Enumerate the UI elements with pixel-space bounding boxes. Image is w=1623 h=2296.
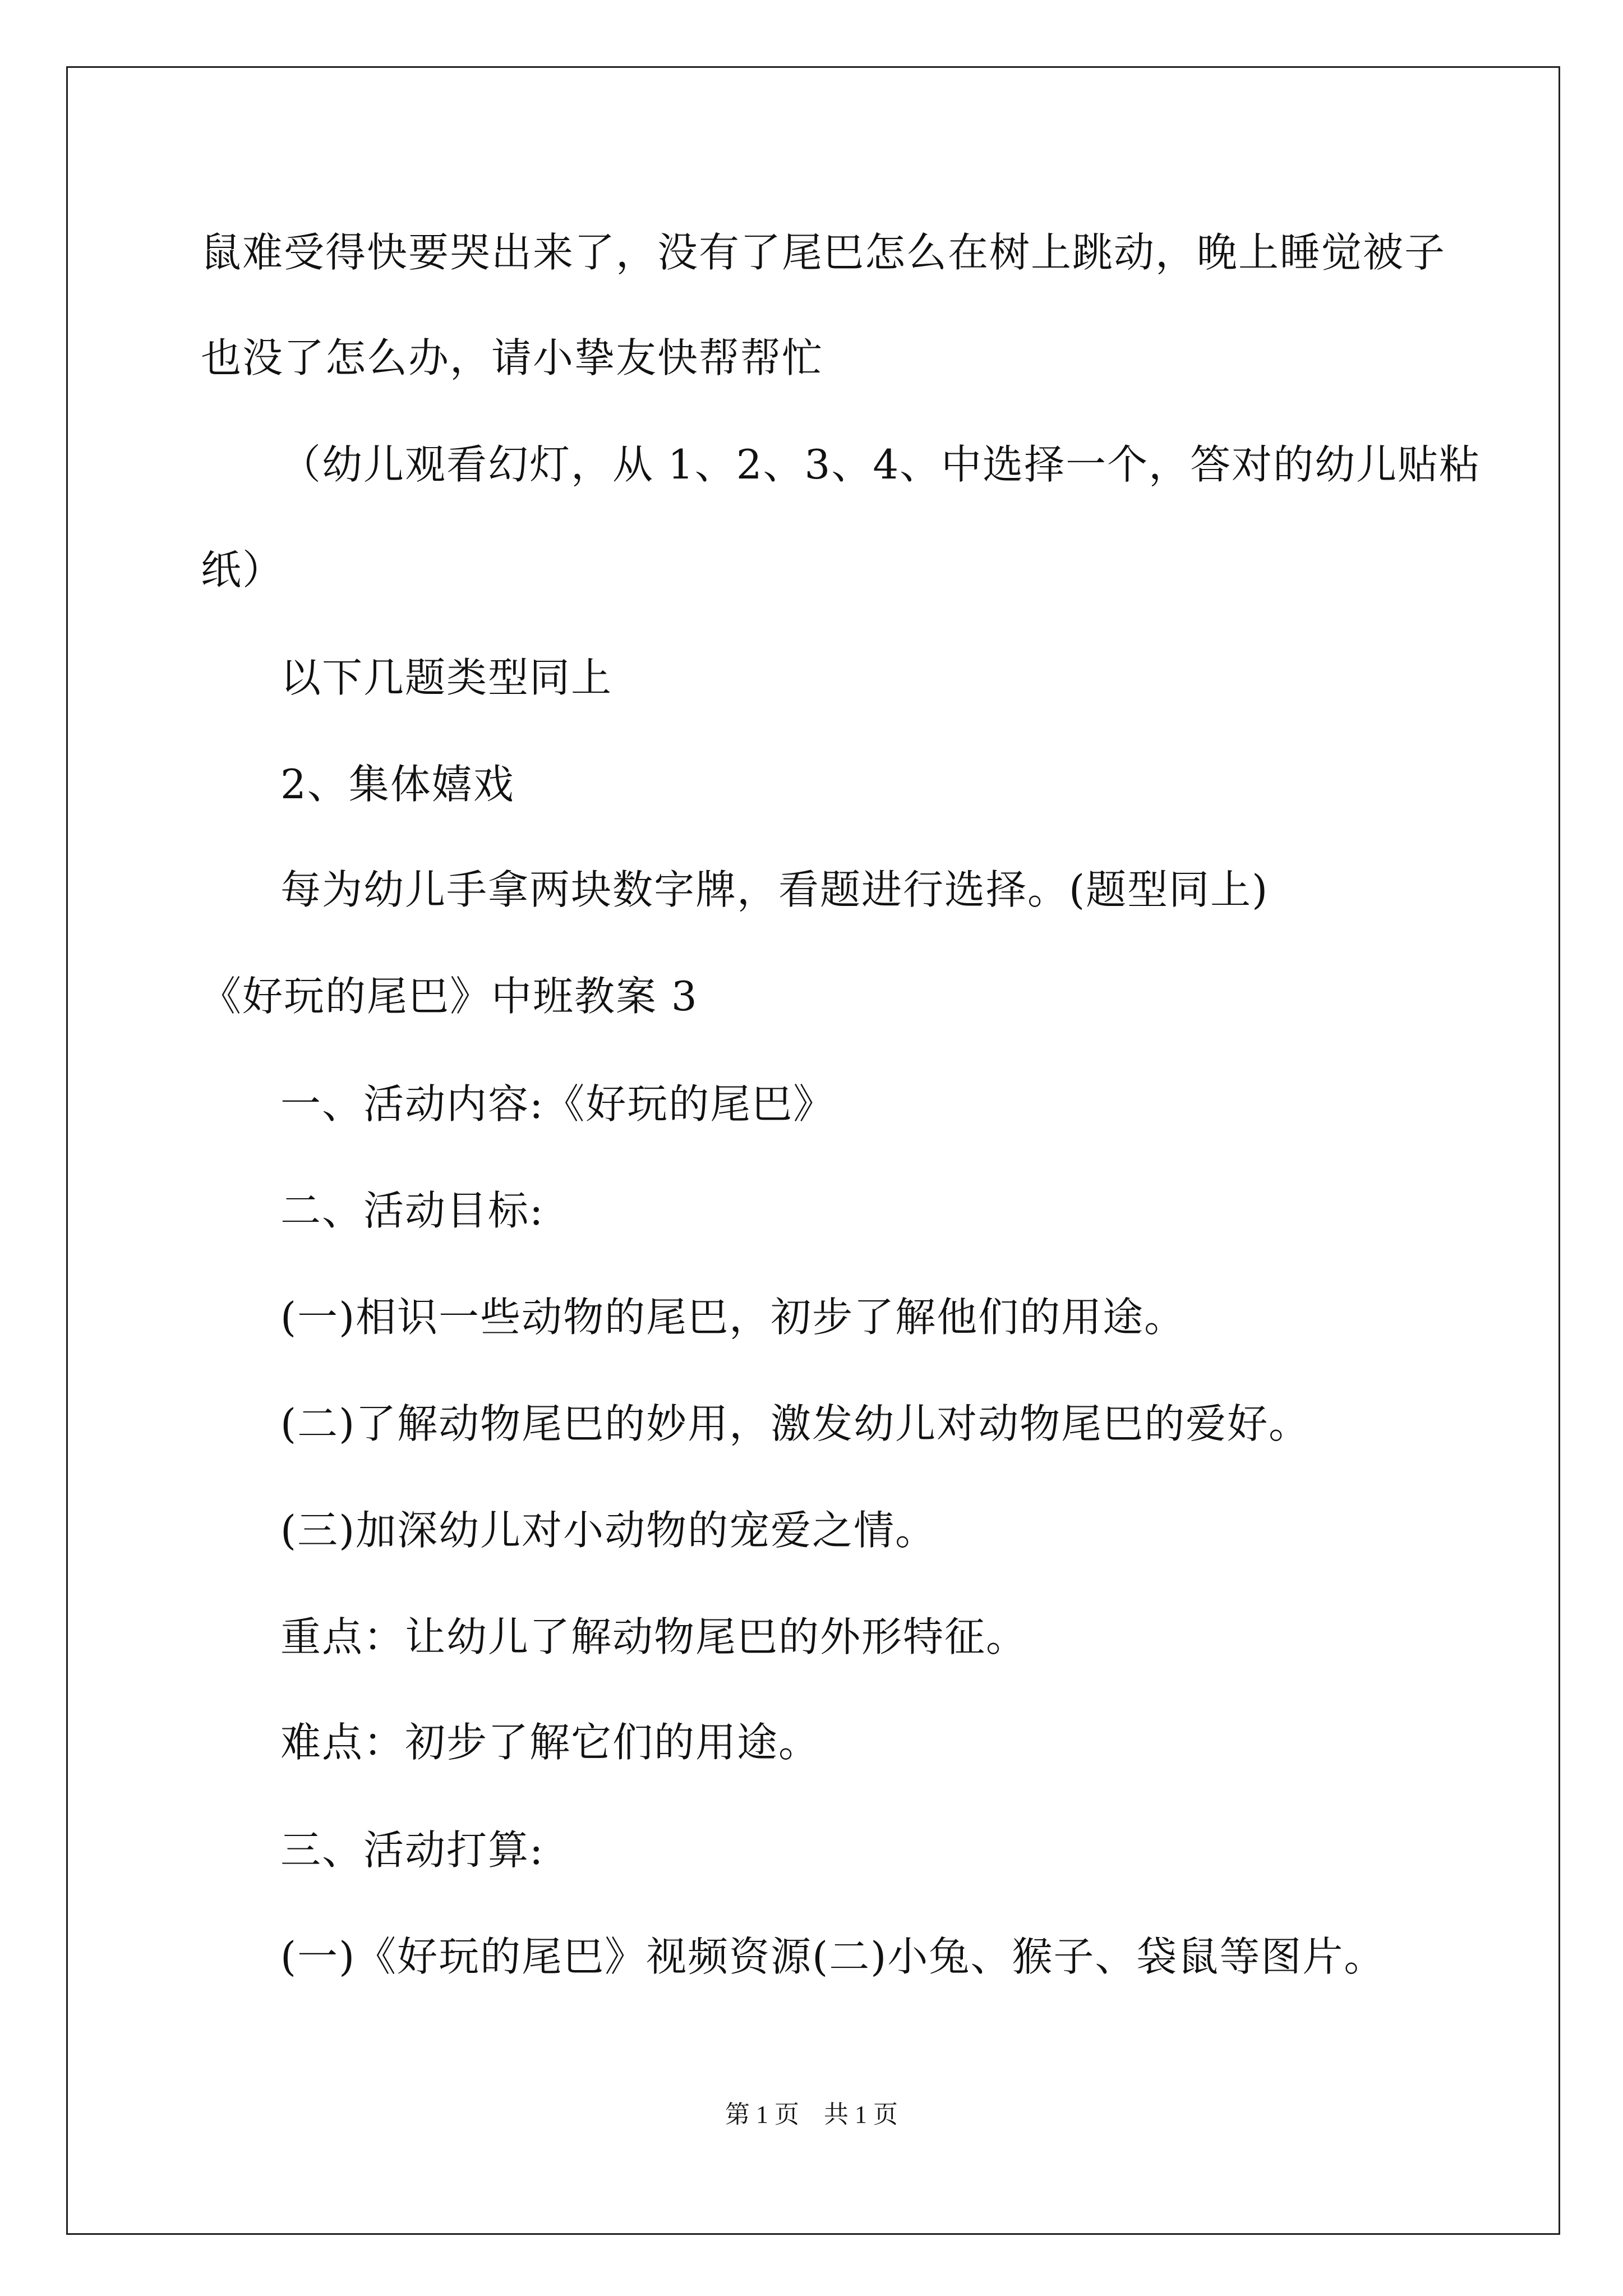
body-text-line: 重点：让幼儿了解动物尾巴的外形特征。: [280, 1613, 1028, 1660]
body-text-line: (一)《好玩的尾巴》视频资源(二)小兔、猴子、袋鼠等图片。: [280, 1933, 1386, 1980]
body-text-line: 难点：初步了解它们的用途。: [280, 1719, 820, 1766]
body-text-line: 三、活动打算:: [280, 1826, 545, 1874]
body-text-line: （幼儿观看幻灯，从 1、2、3、4、中选择一个，答对的幼儿贴粘: [280, 441, 1481, 488]
section-heading: 《好玩的尾巴》中班教案 3: [201, 973, 698, 1020]
body-text-line: 纸）: [201, 546, 284, 593]
body-text-line: 也没了怎么办，请小挚友快帮帮忙: [201, 334, 824, 381]
body-text-line: 一、活动内容:《好玩的尾巴》: [280, 1080, 835, 1128]
body-text-line: 以下几题类型同上: [280, 654, 613, 701]
body-text-line: 每为幼儿手拿两块数字牌，看题进行选择。(题型同上): [280, 866, 1269, 913]
body-text-line: 鼠难受得快要哭出来了，没有了尾巴怎么在树上跳动，晚上睡觉被子: [201, 229, 1446, 276]
body-text-line: 2、集体嬉戏: [280, 761, 515, 808]
body-text-line: (二)了解动物尾巴的妙用，激发幼儿对动物尾巴的爱好。: [280, 1400, 1311, 1447]
page-border: [66, 66, 1560, 2235]
page-number-footer: 第 1 页 共 1 页: [725, 2101, 898, 2128]
body-text-line: (一)相识一些动物的尾巴，初步了解他们的用途。: [280, 1294, 1186, 1341]
body-text-line: 二、活动目标:: [280, 1187, 545, 1234]
body-text-line: (三)加深幼儿对小动物的宠爱之情。: [280, 1507, 937, 1554]
